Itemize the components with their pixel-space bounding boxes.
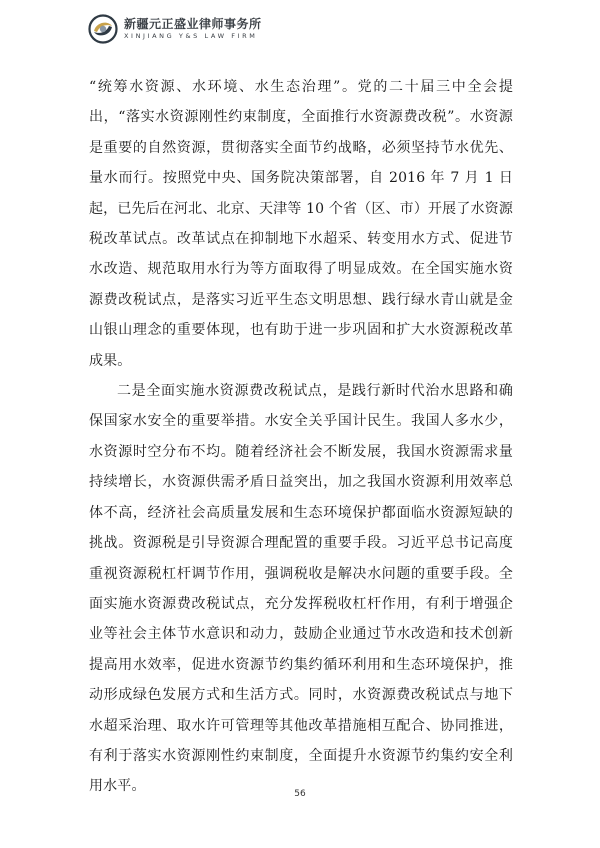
paragraph-1: “统筹水资源、水环境、水生态治理”。党的二十届三中全会提出，“落实水资源刚性约束制度，全面推行水资源费改税”。水资源是重要的自然资源，贯彻落实全面节约战略，必须坚持节水优先、量水而行。按照党中央、国务院决策部署，自 2016 年 7 月 1 日起，已先后在河北、北京、天津等 10 个省（区、市）开展了水资源税改革试点。改革试点在抑制地下水超采、转变用水方式、促进节水改造、规范取用水行为等方面取得了明显成效。在全国实施水资源费改税试点，是落实习近平生态文明思想、践行绿水青山就是金山银山理念的重要体现，也有助于进一步巩固和扩大水资源税改革成果。 [89, 79, 513, 369]
document-body [89, 72, 513, 802]
paragraph-2: 二是全面实施水资源费改税试点，是践行新时代治水思路和确保国家水安全的重要举措。水安全关乎国计民生。我国人多水少，水资源时空分布不均。随着经济社会不断发展，我国水资源需求量持续增长，水资源供需矛盾日益突出，加之我国水资源利用效率总体不高，经济社会高质量发展和生态环境保护都面临水资源短缺的挑战。资源税是引导资源合理配置的重要手段。习近平总书记高度重视资源税杠杆调节作用，强调税收是解决水问题的重要手段。全面实施水资源费改税试点，充分发挥税收杠杆作用，有利于增强企业等社会主体节水意识和动力，鼓励企业通过节水改造和技术创新提高用水效率，促进水资源节约集约循环利用和生态环境保护，推动形成绿色发展方式和生活方式。同时，水资源费改税试点与地下水超采治理、取水许可管理等其他改革措施相互配合、协同推进，有利于落实水资源刚性约束制度，全面提升水资源节约集约安全利用水平。 [89, 383, 513, 795]
firm-name-cn: 新疆元正盛业律师事务所 [124, 17, 262, 32]
page-number: 56 [294, 789, 306, 799]
firm-name-en: XINJIANG Y&S LAW FIRM [124, 32, 258, 41]
letterhead [88, 14, 262, 44]
swirl-logo-icon [88, 14, 118, 44]
firm-name-block [124, 18, 262, 40]
